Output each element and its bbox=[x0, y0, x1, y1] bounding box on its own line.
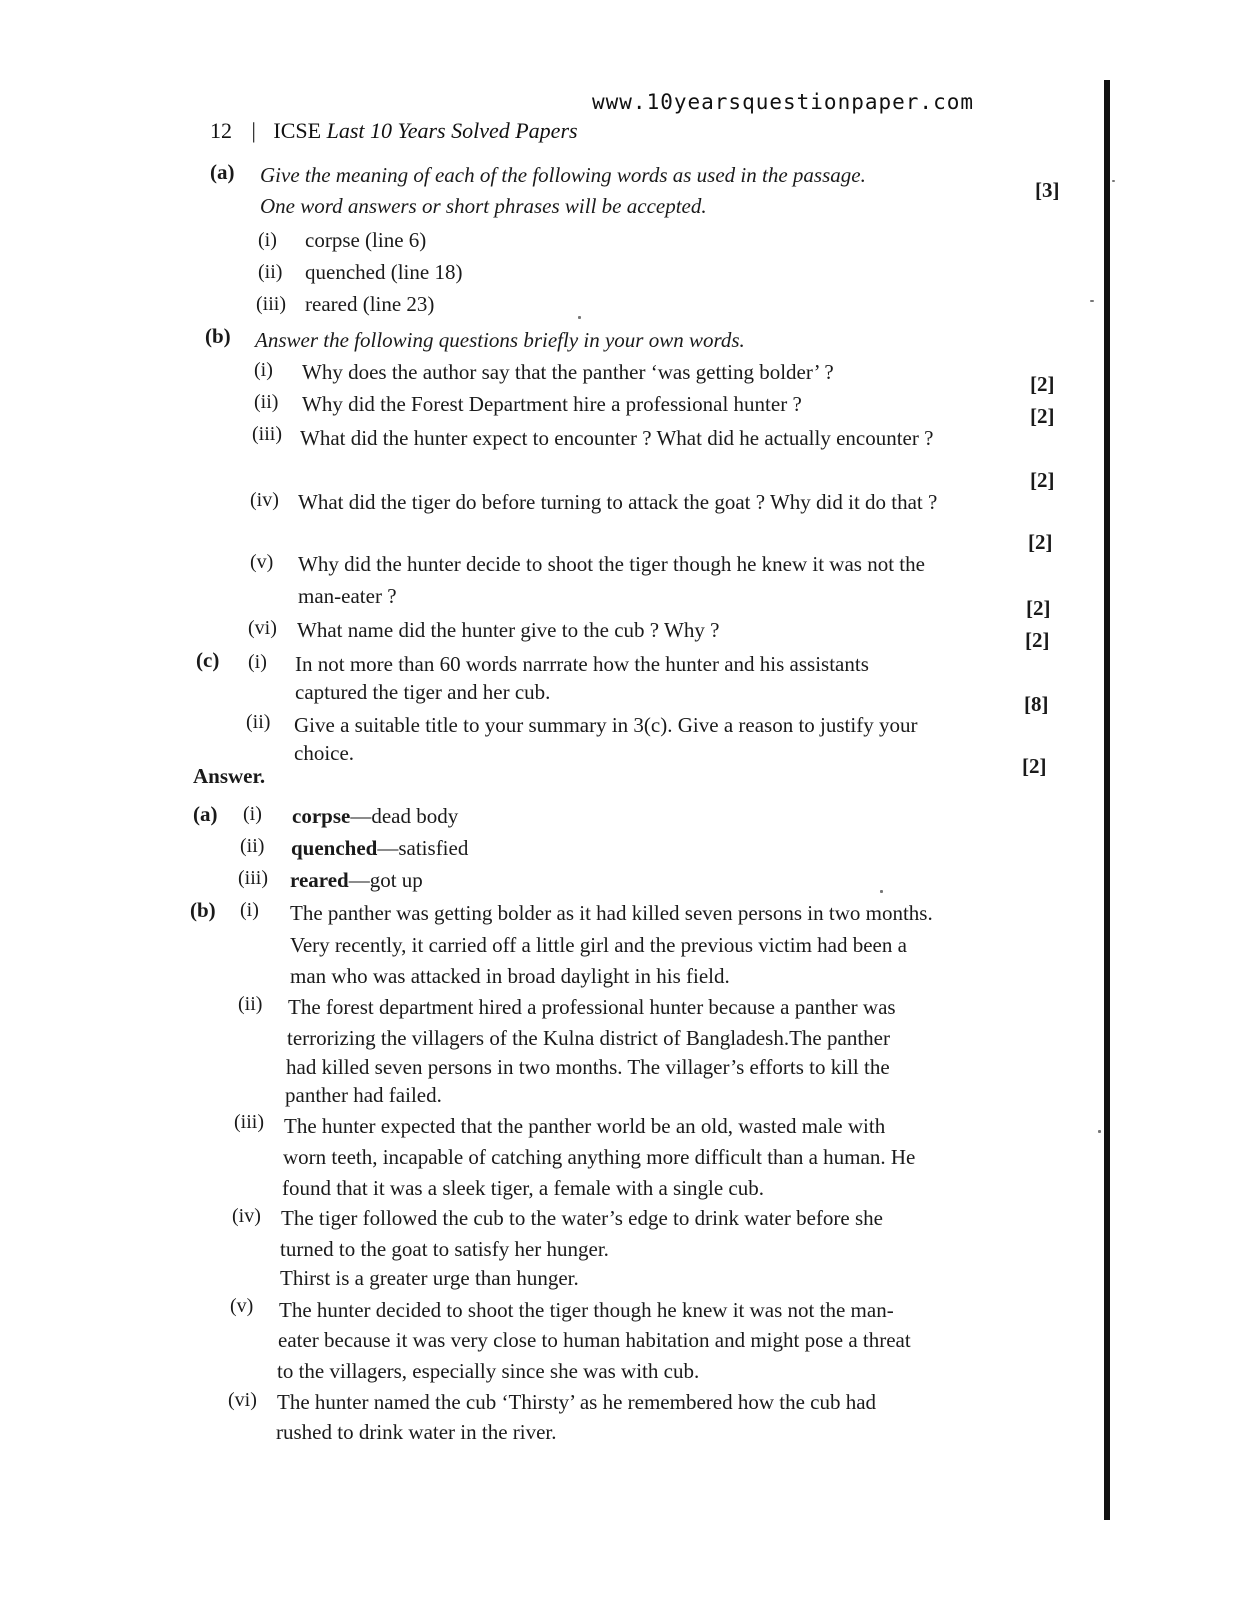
question-b-item: What name did the hunter give to the cub ? Why ? bbox=[297, 618, 720, 642]
answer-a-item bbox=[290, 870, 423, 891]
question-b-item-marks: [2] bbox=[1030, 404, 1055, 428]
answer-b-line: The tiger followed the cub to the water’s edge to drink water before she bbox=[281, 1206, 883, 1230]
question-a-item-num: (i) bbox=[258, 229, 277, 251]
answer-b-line: Very recently, it carried off a little girl and the previous victim had been a bbox=[290, 933, 907, 957]
answer-b-line: eater because it was very close to human habitation and might pose a threat bbox=[278, 1328, 911, 1352]
question-c-item: choice. bbox=[294, 741, 355, 765]
question-b-item: What did the tiger do before turning to attack the goat ? Why did it do that ? bbox=[298, 490, 938, 514]
question-a-item-num: (ii) bbox=[258, 261, 283, 283]
question-a-item: reared (line 23) bbox=[305, 292, 435, 316]
answer-b-item-num: (iii) bbox=[234, 1111, 264, 1133]
question-c-item: In not more than 60 words narrrate how the hunter and his assistants bbox=[295, 652, 869, 676]
question-b-item-num: (ii) bbox=[254, 391, 279, 413]
question-b-item-num: (vi) bbox=[248, 617, 277, 639]
answer-b-label: (b) bbox=[190, 898, 216, 922]
question-c-item-num: (ii) bbox=[246, 711, 271, 733]
question-a-item: quenched (line 18) bbox=[305, 260, 463, 284]
answer-b-item-num: (v) bbox=[230, 1295, 254, 1317]
answer-a-item bbox=[291, 838, 468, 859]
scan-border-edge bbox=[1104, 80, 1110, 1520]
answer-b-item-num: (ii) bbox=[238, 993, 263, 1015]
question-b-item-marks: [2] bbox=[1026, 596, 1051, 620]
scan-speck bbox=[880, 890, 883, 893]
question-b-item-marks: [2] bbox=[1030, 468, 1055, 492]
question-b-item-num: (i) bbox=[254, 359, 273, 381]
answer-b-line: found that it was a sleek tiger, a female with a single cub. bbox=[282, 1176, 765, 1200]
answer-b-line: The hunter decided to shoot the tiger though he knew it was not the man- bbox=[279, 1298, 894, 1322]
header-separator: | bbox=[251, 118, 256, 143]
answer-a-word: reared bbox=[290, 868, 349, 892]
answer-a-item bbox=[292, 806, 458, 827]
question-b-item-num: (iii) bbox=[252, 423, 282, 445]
answer-a-item-num: (ii) bbox=[240, 835, 265, 857]
question-b-item-marks: [2] bbox=[1028, 530, 1053, 554]
question-b-item-num: (v) bbox=[250, 551, 274, 573]
book-title: ICSE Last 10 Years Solved Papers bbox=[273, 118, 578, 143]
answer-a-word: corpse bbox=[292, 804, 351, 828]
answer-b-line: The hunter expected that the panther world be an old, wasted male with bbox=[284, 1114, 886, 1138]
scan-speck bbox=[1098, 1130, 1101, 1133]
question-b-item: man-eater ? bbox=[298, 584, 397, 608]
question-b-item-marks: [2] bbox=[1025, 628, 1050, 652]
answer-heading: Answer. bbox=[193, 764, 266, 788]
answer-b-line: worn teeth, incapable of catching anything more difficult than a human. He bbox=[283, 1145, 916, 1169]
answer-b-line: turned to the goat to satisfy her hunger. bbox=[280, 1237, 609, 1261]
question-a-item: corpse (line 6) bbox=[305, 228, 427, 252]
question-c-item: captured the tiger and her cub. bbox=[295, 680, 551, 704]
question-c-item-num: (i) bbox=[248, 651, 267, 673]
answer-a-item-num: (i) bbox=[243, 803, 262, 825]
answer-a-meaning: —dead body bbox=[350, 804, 459, 828]
question-a-instruction-2: One word answers or short phrases will be accepted. bbox=[260, 194, 707, 218]
answer-b-line: terrorizing the villagers of the Kulna district of Bangladesh.The panther bbox=[287, 1026, 890, 1050]
question-b-item: Why did the hunter decide to shoot the tiger though he knew it was not the bbox=[298, 552, 925, 576]
question-a-marks: [3] bbox=[1035, 178, 1060, 202]
question-a-item-num: (iii) bbox=[256, 293, 286, 315]
scan-speck bbox=[1090, 300, 1094, 302]
question-a-instruction: Give the meaning of each of the following words as used in the passage. bbox=[260, 163, 866, 187]
answer-b-line: rushed to drink water in the river. bbox=[276, 1420, 557, 1444]
question-c-label: (c) bbox=[196, 648, 220, 672]
answer-b-line: Thirst is a greater urge than hunger. bbox=[280, 1266, 579, 1290]
answer-b-line: had killed seven persons in two months. The villager’s efforts to kill the bbox=[286, 1055, 890, 1079]
answer-b-line: The panther was getting bolder as it had killed seven persons in two months. bbox=[290, 901, 933, 925]
answer-b-item-num: (iv) bbox=[232, 1205, 261, 1227]
answer-b-line: The forest department hired a professional hunter because a panther was bbox=[288, 995, 896, 1019]
question-b-item-marks: [2] bbox=[1030, 372, 1055, 396]
question-b-item: What did the hunter expect to encounter ? What did he actually encounter ? bbox=[300, 426, 934, 450]
question-c-item: Give a suitable title to your summary in 3(c). Give a reason to justify your bbox=[294, 713, 918, 737]
question-a-label: (a) bbox=[210, 160, 235, 184]
answer-a-word: quenched bbox=[291, 836, 378, 860]
scan-speck bbox=[578, 316, 581, 319]
question-b-item-num: (iv) bbox=[250, 489, 279, 511]
question-b-instruction: Answer the following questions briefly in your own words. bbox=[255, 328, 745, 352]
answer-a-label: (a) bbox=[193, 802, 218, 826]
answer-b-line: The hunter named the cub ‘Thirsty’ as he remembered how the cub had bbox=[277, 1390, 877, 1414]
question-b-item: Why does the author say that the panther ‘was getting bolder’ ? bbox=[302, 360, 834, 384]
answer-b-line: panther had failed. bbox=[285, 1083, 442, 1107]
question-b-label: (b) bbox=[205, 324, 231, 348]
page-header bbox=[210, 118, 578, 144]
answer-b-line: man who was attacked in broad daylight in his field. bbox=[290, 964, 730, 988]
question-c-item-marks: [2] bbox=[1022, 754, 1047, 778]
answer-b-line: to the villagers, especially since she was with cub. bbox=[277, 1359, 700, 1383]
answer-a-meaning: —got up bbox=[348, 868, 423, 892]
answer-a-meaning: —satisfied bbox=[377, 836, 469, 860]
answer-b-item-num: (vi) bbox=[228, 1389, 257, 1411]
question-c-item-marks: [8] bbox=[1024, 692, 1049, 716]
answer-a-item-num: (iii) bbox=[238, 867, 268, 889]
answer-b-item-num: (i) bbox=[240, 899, 259, 921]
page-number: 12 bbox=[210, 118, 232, 143]
question-b-item: Why did the Forest Department hire a professional hunter ? bbox=[302, 392, 802, 416]
website-url: www.10yearsquestionpaper.com bbox=[592, 90, 975, 114]
scan-speck bbox=[1112, 180, 1115, 182]
